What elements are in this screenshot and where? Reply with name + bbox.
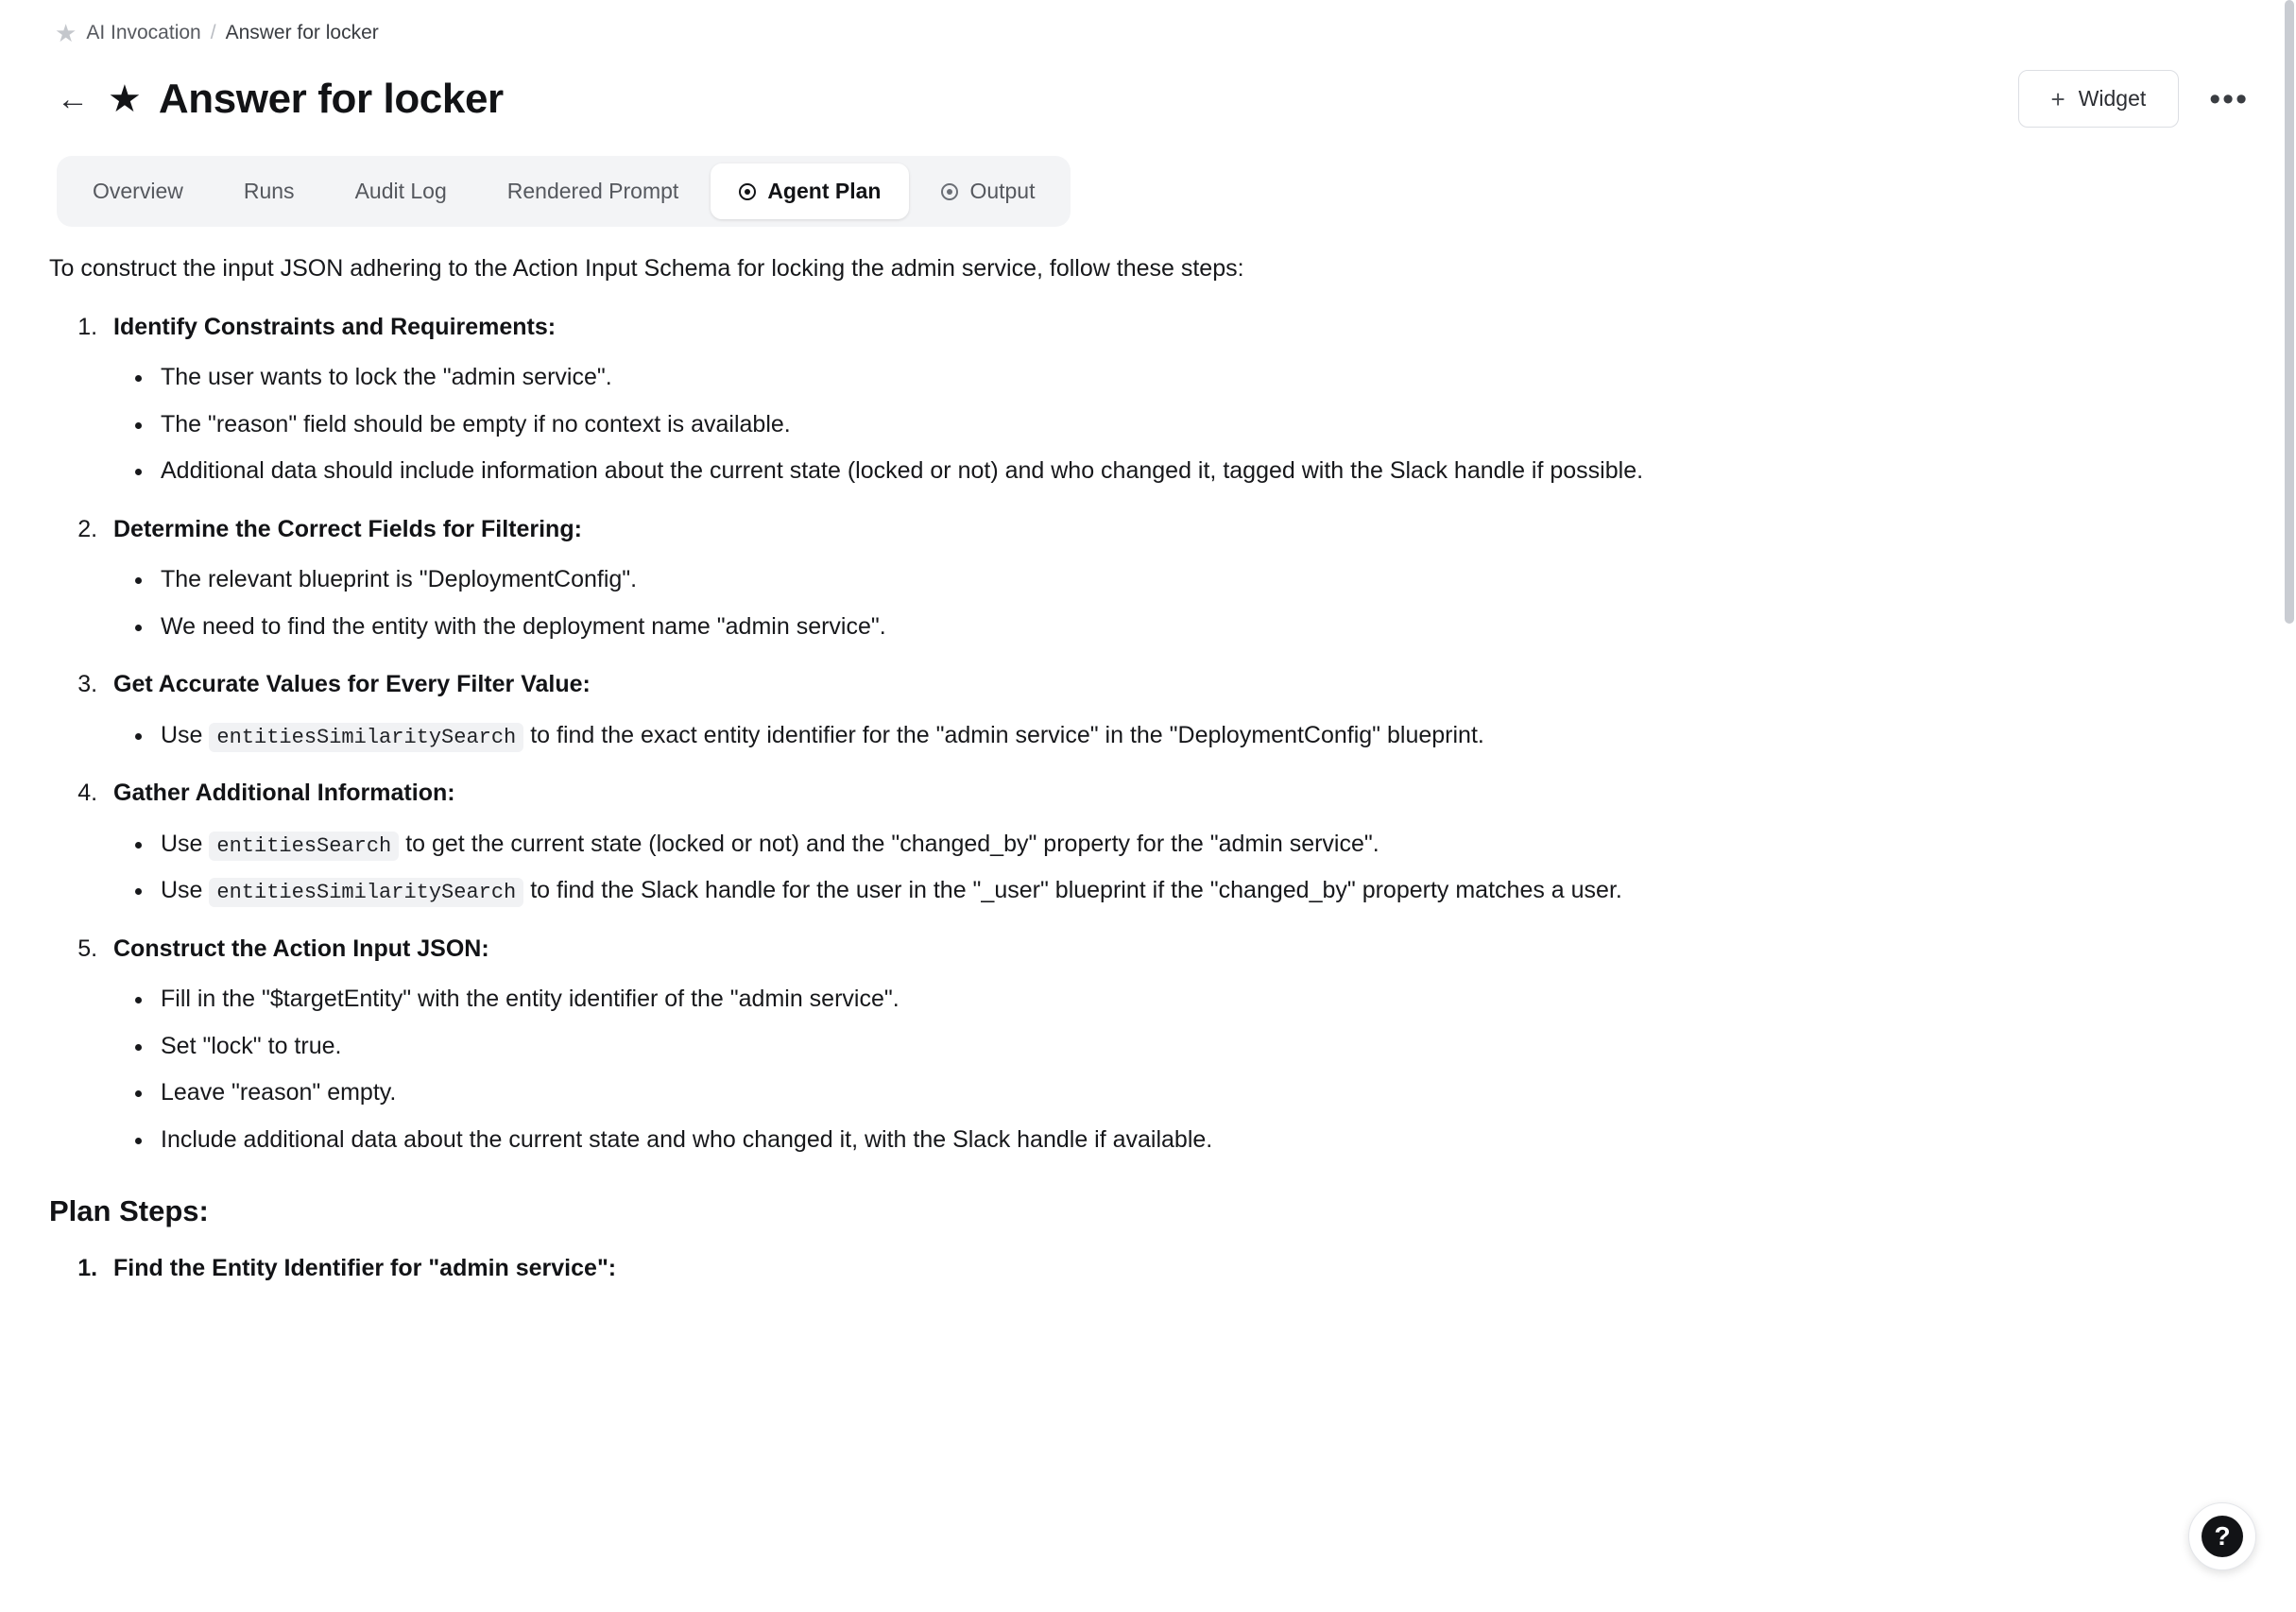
step-heading: Identify Constraints and Requirements: xyxy=(113,313,557,340)
target-dot-icon xyxy=(739,183,756,200)
step-item xyxy=(104,932,2239,1158)
tab-label: Output xyxy=(969,179,1036,203)
tab-label: Agent Plan xyxy=(767,179,882,203)
bullet-item: • Leave "reason" empty. xyxy=(155,1075,2239,1111)
tab-bar xyxy=(57,156,1071,227)
bullet-item: • We need to find the entity with the deployment name "admin service". xyxy=(155,609,2239,645)
plan-step-item xyxy=(104,1251,2239,1287)
bullet-item: • Use entitiesSimilaritySearch to find the Slack handle for the user in the "_user" blueprint if the "changed_by" property matches a user. xyxy=(155,873,2239,909)
tab-agent-plan[interactable] xyxy=(711,163,909,219)
tab-audit-log[interactable] xyxy=(327,163,475,219)
favorite-star-icon[interactable]: ★ xyxy=(108,77,142,120)
star-icon: ★ xyxy=(55,19,77,47)
plan-steps-list xyxy=(49,1251,2239,1287)
step-item xyxy=(104,667,2239,753)
tab-label: Audit Log xyxy=(354,179,447,203)
target-dot-icon xyxy=(941,183,958,200)
breadcrumb-separator: / xyxy=(210,22,216,43)
tab-rendered-prompt[interactable] xyxy=(479,163,708,219)
plan-steps-title: Plan Steps: xyxy=(49,1194,209,1227)
tab-label: Runs xyxy=(243,179,295,203)
tab-label: Overview xyxy=(93,179,183,203)
breadcrumb-parent[interactable]: AI Invocation xyxy=(86,22,201,43)
bullet-item: • Use entitiesSearch to get the current state (locked or not) and the "changed_by" property for the "admin service". xyxy=(155,827,2239,863)
header-actions xyxy=(2018,70,2259,128)
scrollbar-thumb[interactable] xyxy=(2285,0,2294,624)
scrollbar-track[interactable] xyxy=(2283,0,2296,1612)
step-bullets xyxy=(113,562,2239,644)
agent-plan-content xyxy=(0,227,2296,1286)
step-heading: Determine the Correct Fields for Filtering: xyxy=(113,515,582,542)
plus-icon: + xyxy=(2050,84,2065,113)
add-widget-button[interactable] xyxy=(2018,70,2180,128)
breadcrumb-current: Answer for locker xyxy=(225,22,379,43)
question-mark-icon: ? xyxy=(2202,1516,2243,1557)
bullet-item: • The "reason" field should be empty if no context is available. xyxy=(155,407,2239,443)
back-arrow-icon[interactable]: ← xyxy=(57,80,89,117)
intro-paragraph: To construct the input JSON adhering to the Action Input Schema for locking the admin service, follow these steps: xyxy=(49,255,1244,282)
tab-overview[interactable] xyxy=(64,163,212,219)
breadcrumb xyxy=(0,0,2296,45)
more-options-icon[interactable]: ••• xyxy=(2209,80,2249,117)
inline-code: entitiesSearch xyxy=(209,832,399,861)
steps-list xyxy=(49,310,2239,1158)
step-bullets xyxy=(113,982,2239,1158)
inline-code: entitiesSimilaritySearch xyxy=(209,723,523,752)
step-bullets xyxy=(113,827,2239,909)
tab-runs[interactable] xyxy=(215,163,323,219)
bullet-item: • The user wants to lock the "admin service". xyxy=(155,360,2239,396)
step-bullets xyxy=(113,360,2239,489)
bullet-item: • Include additional data about the current state and who changed it, with the Slack handle if available. xyxy=(155,1123,2239,1158)
bullet-item: • Set "lock" to true. xyxy=(155,1029,2239,1065)
step-item xyxy=(104,310,2239,489)
step-bullets xyxy=(113,718,2239,754)
bullet-item: • Use entitiesSimilaritySearch to find the exact entity identifier for the "admin service" in the "DeploymentConfig" blueprint. xyxy=(155,718,2239,754)
tab-label: Rendered Prompt xyxy=(506,179,679,203)
step-heading: Gather Additional Information: xyxy=(113,780,455,806)
tab-output[interactable] xyxy=(913,163,1063,219)
bullet-item: • Fill in the "$targetEntity" with the entity identifier of the "admin service". xyxy=(155,982,2239,1018)
page-header xyxy=(0,45,2296,128)
step-item xyxy=(104,776,2239,909)
inline-code: entitiesSimilaritySearch xyxy=(209,878,523,907)
help-button[interactable] xyxy=(2188,1502,2256,1570)
page-title: Answer for locker xyxy=(158,75,504,122)
bullet-item: • The relevant blueprint is "DeploymentConfig". xyxy=(155,562,2239,598)
bullet-item: • Additional data should include information about the current state (locked or not) and who changed it, tagged with the Slack handle if possible. xyxy=(155,454,2239,489)
step-item xyxy=(104,512,2239,645)
step-heading: Construct the Action Input JSON: xyxy=(113,935,489,962)
plan-step-heading: Find the Entity Identifier for "admin service": xyxy=(113,1254,617,1281)
step-heading: Get Accurate Values for Every Filter Value: xyxy=(113,671,591,697)
add-widget-label: Widget xyxy=(2078,86,2147,111)
